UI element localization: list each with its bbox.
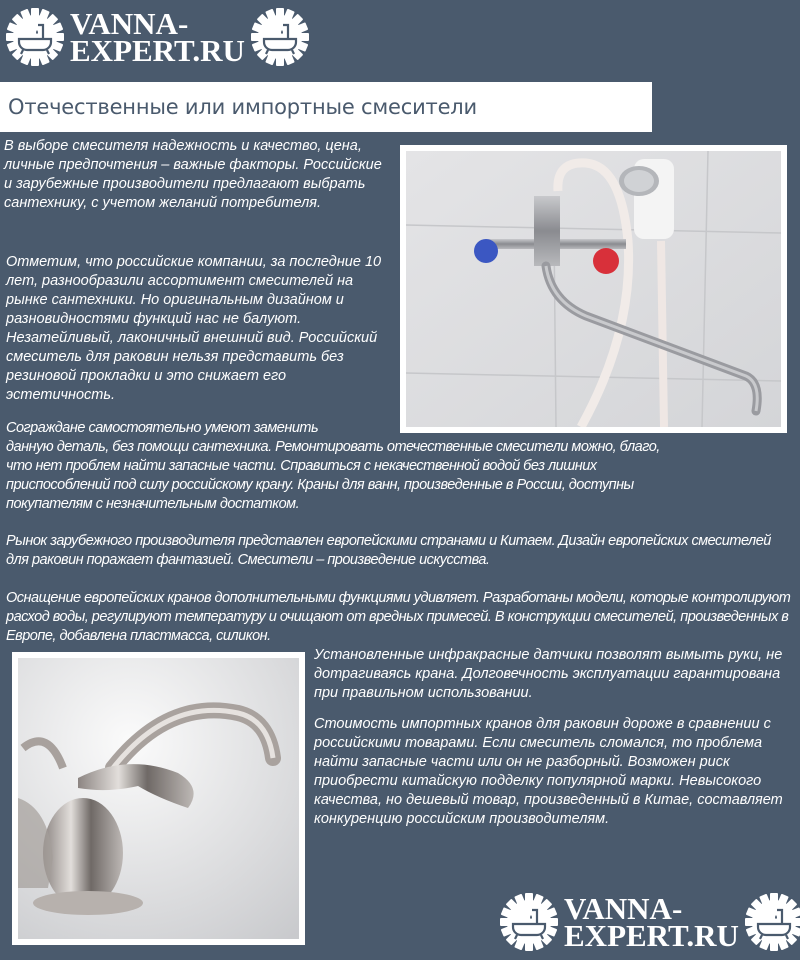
site-logo-bottom[interactable] (498, 891, 800, 953)
faucet-photo (12, 652, 305, 945)
site-logo-top[interactable] (4, 6, 311, 68)
gear-bathtub-icon (4, 6, 66, 68)
gear-bathtub-icon (498, 891, 560, 953)
paragraph-2: Отметим, что российские компании, за последние 10 лет, разнообразили ассортимент смесителей на рынке сантехники. Но оригинальным дизайном и разновидностями функций нас не балуют. Незатейливый, лаконичный внешний вид. Российский смеситель для раковин нельзя представить без резиновой прокладки и это снижает его эстетичность. (6, 254, 382, 403)
site-logo-text: VANNA- EXPERT.RU (70, 6, 245, 68)
paragraph-1: В выборе смесителя надежность и качество, цена, личные предпочтения – важные факторы. Российские и зарубежные производители предлагают выбрать сантехнику, с учетом желаний потребителя. (4, 138, 382, 211)
paragraph-4: Рынок зарубежного производителя представлен европейскими странами и Китаем. Дизайн европейских смесителей для раковин поражает фантазией. Смесители – произведение искусства. (6, 533, 771, 568)
gear-bathtub-icon (249, 6, 311, 68)
paragraph-5: Оснащение европейских кранов дополнительными функциями удивляет. Разработаны модели, которые контролируют расход воды, регулируют температуру и очищают от вредных примесей. В конструкции смесителей, произведенных в Европе, добавлена пластмасса, силикон. (6, 590, 791, 644)
title-bar (0, 82, 652, 132)
page-title: Отечественные или импортные смесители (8, 95, 477, 119)
designer-chrome-faucet-photo (18, 658, 299, 939)
site-logo-text: VANNA- EXPERT.RU (564, 891, 739, 953)
paragraph-3: Сограждане самостоятельно умеют заменить данную деталь, без помощи сантехника. Ремонтировать отечественные смесители можно, благо, что нет проблем найти запасные части. Справиться с некачественной водой без лишних приспособлений под силу российскому крану. Краны для ванн, произведенные в России, доступны покупателям с незначительным достатком. (6, 420, 660, 512)
paragraph-6: Установленные инфракрасные датчики позволят вымыть руки, не дотрагиваясь крана. Долговечность эксплуатации гарантирована при правильном использовании. (314, 647, 783, 701)
wall-mounted-mixer-with-shower-photo (406, 151, 781, 427)
mixer-photo (400, 145, 787, 433)
gear-bathtub-icon (743, 891, 800, 953)
paragraph-7: Стоимость импортных кранов для раковин дороже в сравнении с российскими товарами. Если смеситель сломался, то проблема найти запасные части или он не разборный. Возможен риск приобрести китайскую подделку популярной марки. Невысокого качества, но дешевый товар, произведенный в Китае, составляет конкуренцию российским производителям. (314, 716, 783, 827)
